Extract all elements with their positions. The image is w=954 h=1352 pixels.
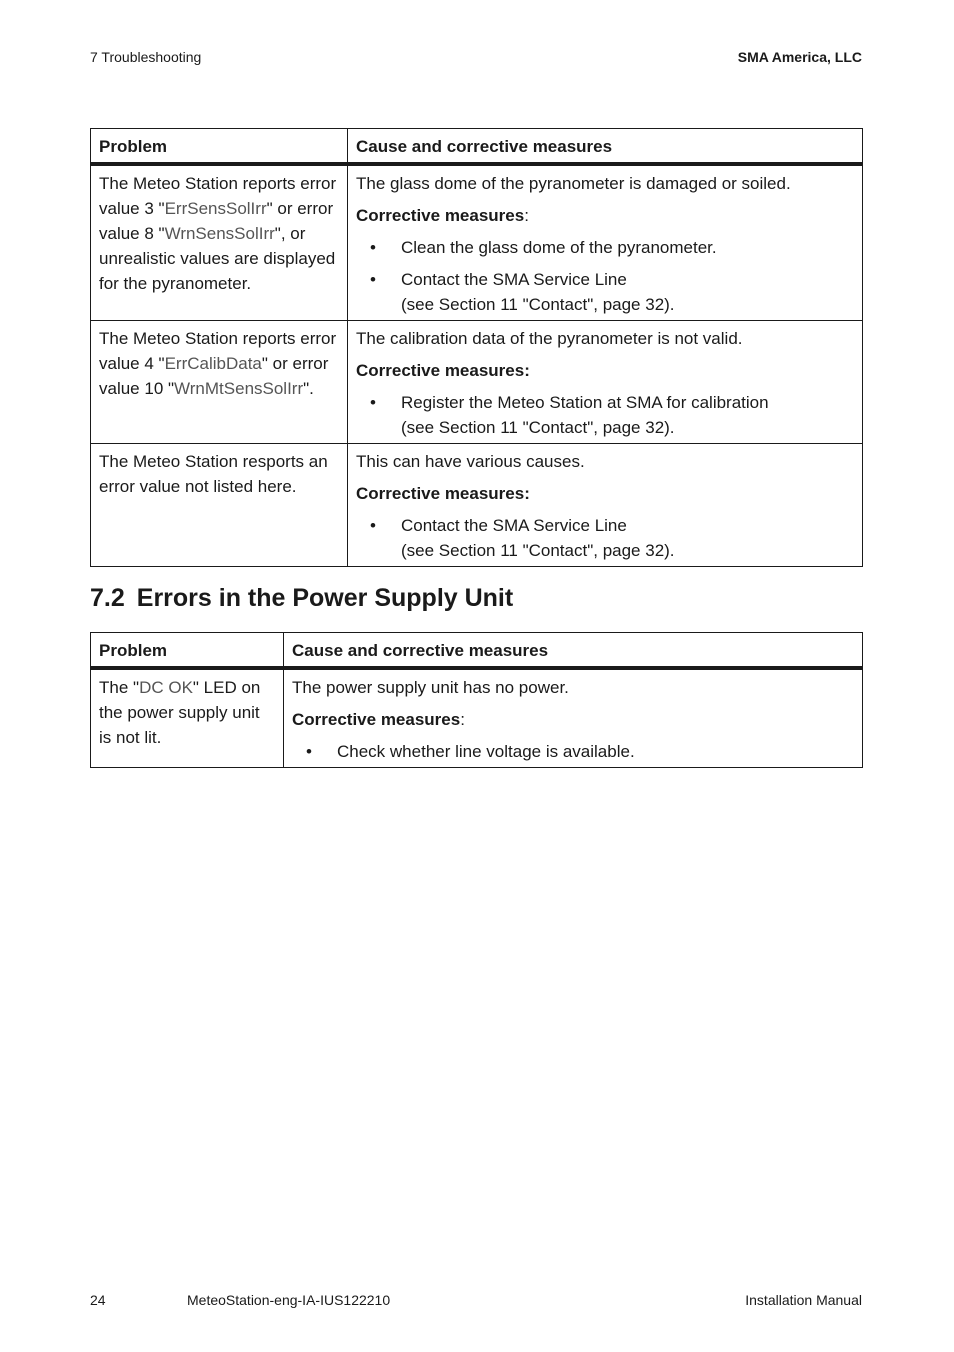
section-title: Errors in the Power Supply Unit — [136, 584, 514, 612]
problem-text: The Meteo Station reports error value 3 " — [99, 174, 337, 218]
problem-text: ". — [303, 379, 314, 398]
problem-text: " or error value 8 " — [99, 199, 334, 243]
cause-text: The glass dome of the pyranometer is damaged or soiled. — [356, 174, 791, 193]
measures-list — [356, 513, 854, 563]
list-item: • Contact the SMA Service Line (see Section 11 "Contact", page 32). — [356, 267, 854, 317]
bullet: • — [370, 393, 376, 412]
footer-doc-type: Installation Manual — [745, 1292, 862, 1308]
problem-text: " LED on the power supply unit is not lit. — [99, 678, 261, 747]
cause-cell — [284, 668, 863, 768]
bullet: • — [370, 270, 376, 289]
section-number: 7.2 — [90, 584, 125, 612]
header-section: 7 Troubleshooting — [90, 49, 202, 65]
problem-cell — [91, 321, 348, 444]
measures-list — [356, 235, 854, 317]
section-heading — [90, 584, 513, 613]
measures-label: Corrective measures: — [356, 361, 530, 380]
list-item: • Check whether line voltage is available. — [292, 739, 854, 764]
error-code: WrnSensSolIrr — [164, 224, 275, 243]
bullet: • — [370, 238, 376, 257]
header-company: SMA America, LLC — [737, 49, 862, 65]
measures-label: Corrective measures: — [292, 710, 465, 729]
table-header-row — [91, 129, 863, 165]
error-code: ErrSensSolIrr — [164, 199, 267, 218]
table-header-row — [91, 633, 863, 669]
cause-cell — [348, 444, 863, 567]
troubleshooting-table — [90, 128, 863, 567]
cause-text: The power supply unit has no power. — [292, 678, 569, 697]
column-header-cause: Cause and corrective measures — [284, 633, 863, 669]
cause-text: The calibration data of the pyranometer is not valid. — [356, 329, 743, 348]
column-header-problem: Problem — [91, 633, 284, 669]
measures-list — [292, 739, 854, 764]
measures-label: Corrective measures: — [356, 484, 530, 503]
problem-cell — [91, 164, 348, 321]
measures-label: Corrective measures: — [356, 206, 529, 225]
problem-cell — [91, 444, 348, 567]
problem-text: The " — [99, 678, 140, 697]
footer-doc-id: MeteoStation-eng-IA-IUS122210 — [187, 1292, 391, 1308]
table-row — [91, 164, 863, 321]
problem-text: ", or unrealistic values are displayed for the pyranometer. — [99, 224, 336, 293]
list-item: • Register the Meteo Station at SMA for calibration (see Section 11 "Contact", page 32). — [356, 390, 854, 440]
cause-text: This can have various causes. — [356, 452, 585, 471]
table-row — [91, 668, 863, 768]
problem-text: The Meteo Station reports error value 4 " — [99, 329, 337, 373]
measures-list — [356, 390, 854, 440]
column-header-cause: Cause and corrective measures — [348, 129, 863, 165]
cause-cell — [348, 321, 863, 444]
column-header-problem: Problem — [91, 129, 348, 165]
cause-cell — [348, 164, 863, 321]
problem-text: The Meteo Station resports an error value not listed here. — [99, 452, 328, 496]
problem-text: " or error value 10 " — [99, 354, 329, 398]
led-name: DC OK — [139, 678, 193, 697]
power-supply-table — [90, 632, 863, 768]
table-row — [91, 321, 863, 444]
error-code: WrnMtSensSolIrr — [174, 379, 304, 398]
bullet: • — [306, 742, 312, 761]
bullet: • — [370, 516, 376, 535]
list-item: • Contact the SMA Service Line (see Section 11 "Contact", page 32). — [356, 513, 854, 563]
table-row — [91, 444, 863, 567]
error-code: ErrCalibData — [164, 354, 262, 373]
footer-page-number: 24 — [90, 1292, 106, 1308]
problem-cell — [91, 668, 284, 768]
list-item: • Clean the glass dome of the pyranometer. — [356, 235, 854, 260]
